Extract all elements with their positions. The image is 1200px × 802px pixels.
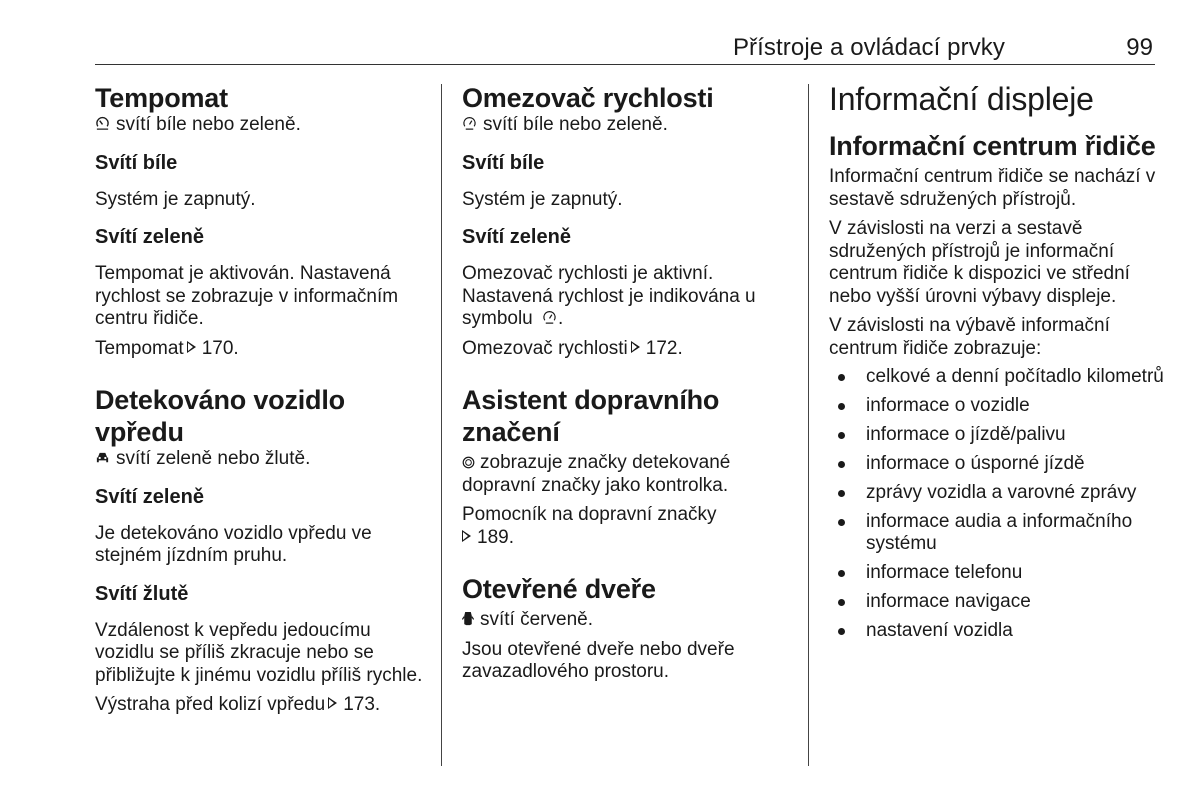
list-item: informace telefonu — [829, 562, 1169, 584]
limiter-ref-text: Omezovač rychlosti — [462, 337, 628, 359]
column-right — [829, 80, 1169, 649]
info-list — [829, 366, 1169, 642]
info-paragraph-3: V závislosti na výbavě informační centrum řidiče zobrazuje: — [829, 315, 1110, 359]
vehicle-ahead-icon — [95, 450, 110, 465]
door-intro-text: svítí červeně. — [480, 609, 593, 630]
list-item: informace o úsporné jízdě — [829, 453, 1169, 475]
column-divider — [808, 84, 809, 766]
limiter-green-text — [462, 263, 792, 331]
page-ref-arrow-icon — [328, 697, 337, 709]
list-item: celkové a denní počítadlo kilometrů — [829, 366, 1169, 388]
list-item: informace audia a informačního systému — [829, 511, 1169, 555]
vehicle-ahead-yellow-heading: Svítí žlutě — [95, 582, 189, 605]
traffic-sign-ref-page: 189. — [477, 526, 514, 548]
cruise-control-icon — [95, 116, 110, 131]
traffic-sign-intro-text: zobrazuje značky detekované dopravní značky jako kontrolka. — [462, 452, 731, 496]
tempomat-intro-text: svítí bíle nebo zeleně. — [116, 114, 301, 135]
speed-limiter-icon — [542, 310, 557, 325]
page-header — [95, 28, 1155, 65]
limiter-green-heading: Svítí zeleně — [462, 226, 571, 248]
vehicle-ahead-intro-text: svítí zeleně nebo žlutě. — [116, 448, 311, 469]
section-title-tempomat: Tempomat — [95, 83, 228, 113]
vehicle-ahead-ref-page: 173. — [343, 694, 381, 715]
page-number: 99 — [1126, 34, 1153, 61]
tempomat-ref-text: Tempomat — [95, 337, 184, 359]
section-title-driver-info-centre: Informační centrum řidiče — [829, 131, 1156, 161]
chapter-title: Přístroje a ovládací prvky — [732, 34, 1005, 61]
list-item: informace o vozidle — [829, 395, 1169, 417]
vehicle-ahead-green-heading: Svítí zeleně — [95, 485, 204, 508]
tempomat-white-heading: Svítí bíle — [95, 151, 178, 174]
section-title-limiter: Omezovač rychlosti — [462, 83, 714, 113]
vehicle-ahead-yellow-text: Vzdálenost k vepředu jedoucímu vozidlu se příliš zkracuje nebo se přibližujte k jinému vozidlu příliš rychle. — [95, 619, 423, 686]
list-item: informace o jízdě/palivu — [829, 424, 1169, 446]
chapter-heading: Informační displeje — [829, 81, 1094, 117]
tempomat-white-text: Systém je zapnutý. — [95, 188, 256, 210]
section-title-traffic-sign: Asistent dopravního značení — [462, 385, 720, 447]
tempomat-intro — [95, 114, 425, 137]
traffic-sign-icon — [462, 456, 475, 469]
info-paragraph-1: Informační centrum řidiče se nachází v sestavě sdružených přístrojů. — [829, 166, 1156, 210]
limiter-white-text: Systém je zapnutý. — [462, 188, 623, 210]
list-item: informace navigace — [829, 591, 1169, 613]
door-text: Jsou otevřené dveře nebo dveře zavazadlového prostoru. — [462, 638, 735, 682]
speed-limiter-icon — [462, 116, 477, 131]
vehicle-ahead-intro — [95, 448, 425, 471]
door-open-icon — [462, 611, 474, 626]
vehicle-ahead-green-text: Je detekováno vozidlo vpředu ve stejném jízdním pruhu. — [95, 522, 372, 566]
vehicle-ahead-ref-text: Výstraha před kolizí vpředu — [95, 694, 326, 715]
limiter-reference — [462, 338, 792, 361]
column-left — [95, 82, 425, 717]
page-ref-arrow-icon — [631, 341, 640, 353]
tempomat-ref-page: 170. — [201, 337, 239, 359]
traffic-sign-intro — [462, 452, 792, 497]
column-divider — [441, 84, 442, 766]
info-paragraph-2: V závislosti na verzi a sestavě sdružených přístrojů je informační centrum řidiče k dispozici ve střední nebo vyšší úrovni výbavy displeje. — [829, 218, 1130, 307]
list-item: zprávy vozidla a varovné zprávy — [829, 482, 1169, 504]
limiter-green-text-end: . — [558, 308, 564, 329]
tempomat-green-heading: Svítí zeleně — [95, 226, 204, 248]
tempomat-reference — [95, 338, 425, 361]
limiter-green-text-main: Omezovač rychlosti je aktivní. Nastavená rychlost je indikována u symbolu — [462, 263, 756, 329]
page-ref-arrow-icon — [462, 530, 471, 542]
column-middle — [462, 82, 792, 684]
section-title-vehicle-ahead: Detekováno vozidlo vpředu — [95, 385, 345, 447]
tempomat-green-text: Tempomat je aktivován. Nastavená rychlost se zobrazuje v informačním centru řidiče. — [95, 263, 399, 329]
traffic-sign-reference — [462, 504, 752, 549]
list-item: nastavení vozidla — [829, 620, 1169, 642]
limiter-intro-text: svítí bíle nebo zeleně. — [483, 114, 668, 135]
door-intro — [462, 609, 792, 632]
limiter-white-heading: Svítí bíle — [462, 151, 545, 174]
page-ref-arrow-icon — [187, 341, 196, 353]
section-title-door: Otevřené dveře — [462, 574, 656, 604]
traffic-sign-ref-text: Pomocník na dopravní značky — [462, 504, 717, 525]
limiter-ref-page: 172. — [645, 337, 683, 359]
vehicle-ahead-reference — [95, 694, 425, 717]
limiter-intro — [462, 114, 792, 137]
